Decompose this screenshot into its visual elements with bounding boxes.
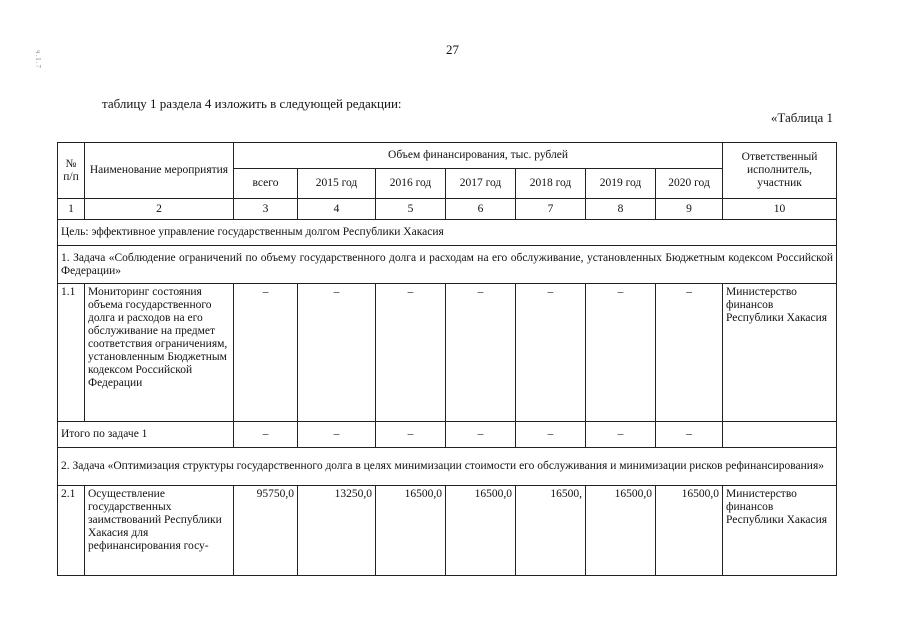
goal-text: Цель: эффективное управление государственным долгом Республики Хакасия <box>58 220 837 246</box>
task1-row <box>58 246 837 284</box>
column-number-row <box>58 199 837 220</box>
column-number: 8 <box>586 199 656 220</box>
total-value: – <box>234 422 298 448</box>
total-value: – <box>586 422 656 448</box>
row-value: – <box>586 284 656 422</box>
task2-row <box>58 448 837 486</box>
header-year: всего <box>234 169 298 199</box>
row-num: 1.1 <box>58 284 85 422</box>
total-value: – <box>298 422 376 448</box>
row-value: 16500,0 <box>446 486 516 576</box>
total-value: – <box>516 422 586 448</box>
row-responsible: Министерство финансов Республики Хакасия <box>723 486 837 576</box>
header-year: 2019 год <box>586 169 656 199</box>
row-1-1 <box>58 284 837 422</box>
column-number: 7 <box>516 199 586 220</box>
header-funding: Объем финансирования, тыс. рублей <box>234 143 723 169</box>
margin-mark: ч.1.7 <box>34 50 42 70</box>
row-value: 16500, <box>516 486 586 576</box>
header-year: 2018 год <box>516 169 586 199</box>
row-value: 95750,0 <box>234 486 298 576</box>
column-number: 6 <box>446 199 516 220</box>
task1-text: 1. Задача «Соблюдение ограничений по объему государственного долга и расходам на его обслуживание, установленных Бюджетным кодексом Российской Федерации» <box>58 246 837 284</box>
total-value: – <box>656 422 723 448</box>
row-value: 13250,0 <box>298 486 376 576</box>
row-value: – <box>516 284 586 422</box>
column-number: 5 <box>376 199 446 220</box>
header-responsible: Ответственный исполнитель, участник <box>723 143 837 199</box>
header-year: 2015 год <box>298 169 376 199</box>
header-year: 2017 год <box>446 169 516 199</box>
intro-text: таблицу 1 раздела 4 изложить в следующей редакции: <box>102 96 402 111</box>
column-number: 4 <box>298 199 376 220</box>
row-responsible: Министерство финансов Республики Хакасия <box>723 284 837 422</box>
row-value: – <box>298 284 376 422</box>
row-value: 16500,0 <box>656 486 723 576</box>
goal-row <box>58 220 837 246</box>
page-number: 27 <box>446 42 459 57</box>
column-number: 9 <box>656 199 723 220</box>
header-num: № п/п <box>58 143 85 199</box>
row-value: 16500,0 <box>376 486 446 576</box>
total-label: Итого по задаче 1 <box>58 422 234 448</box>
row-value: 16500,0 <box>586 486 656 576</box>
column-number: 10 <box>723 199 837 220</box>
row-2-1 <box>58 486 837 576</box>
column-number: 2 <box>85 199 234 220</box>
row-name: Мониторинг состояния объема государственного долга и расходов на его обслуживание на предмет соответствия ограничениям, установленным Бюджетным кодексом Российской Федерации <box>85 284 234 422</box>
row-value: – <box>234 284 298 422</box>
row-value: – <box>376 284 446 422</box>
column-number: 1 <box>58 199 85 220</box>
total-task1-row <box>58 422 837 448</box>
header-name: Наименование мероприятия <box>85 143 234 199</box>
row-num: 2.1 <box>58 486 85 576</box>
page-bottom-whitespace <box>0 581 905 640</box>
total-value: – <box>446 422 516 448</box>
column-number: 3 <box>234 199 298 220</box>
row-value: – <box>656 284 723 422</box>
row-value: – <box>446 284 516 422</box>
total-empty-cell <box>723 422 837 448</box>
total-value: – <box>376 422 446 448</box>
header-year: 2016 год <box>376 169 446 199</box>
task2-text: 2. Задача «Оптимизация структуры государственного долга в целях минимизации стоимости его обслуживания и минимизации рисков рефинансирования» <box>58 448 837 486</box>
table-caption: «Таблица 1 <box>770 110 833 125</box>
header-row-1 <box>58 143 837 169</box>
funding-table <box>57 142 837 576</box>
header-year: 2020 год <box>656 169 723 199</box>
row-name: Осуществление государственных заимствований Республики Хакасия для рефинансирования госу- <box>85 486 234 576</box>
